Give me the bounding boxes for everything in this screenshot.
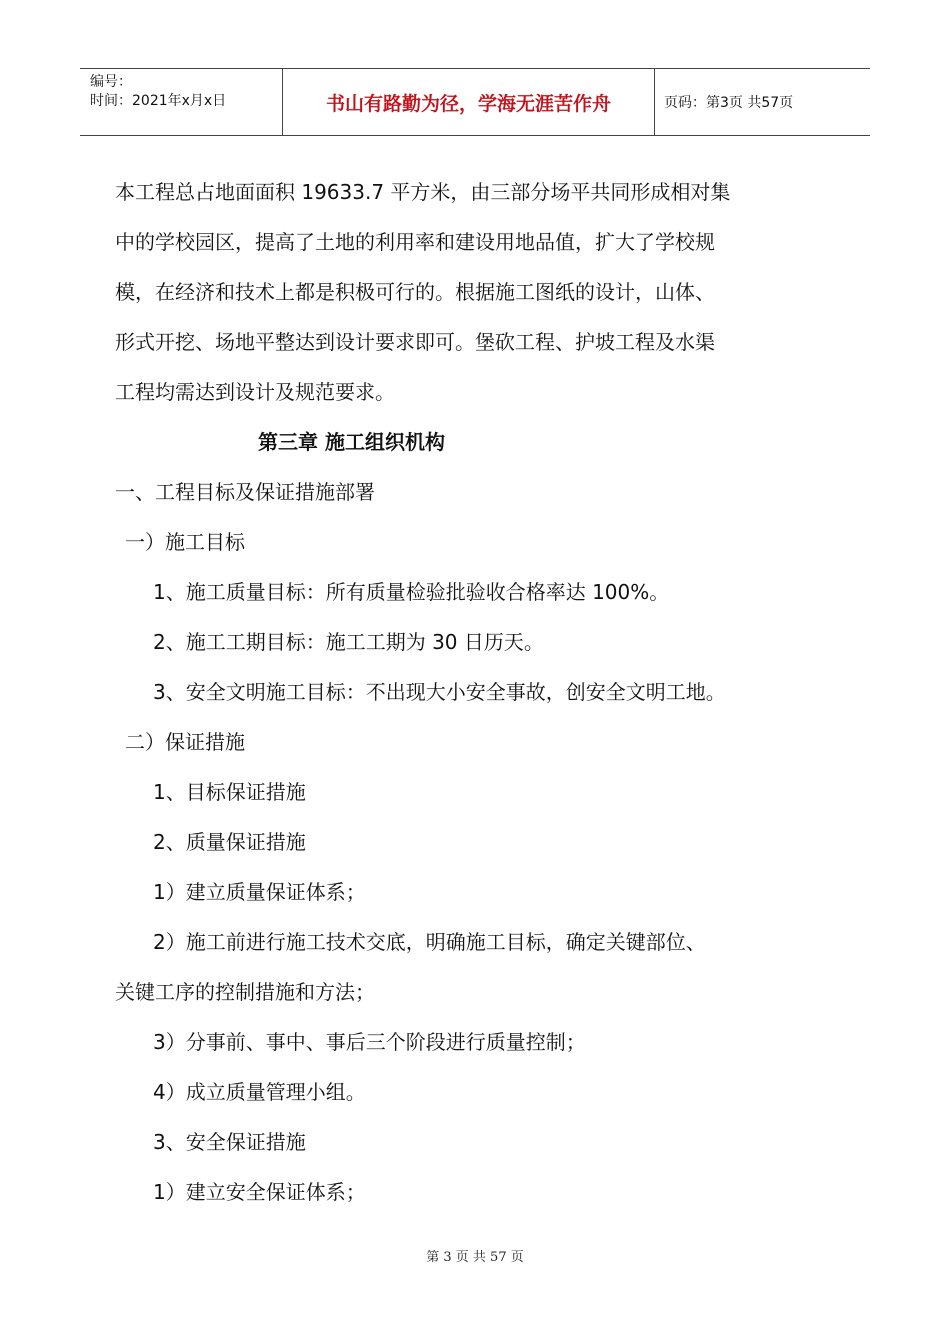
paragraph-line: 中的学校园区，提高了土地的利用率和建设用地品值，扩大了学校规 [115,230,715,254]
header-page-number: 页码：第3页 共57页 [664,95,794,111]
section-heading: 一、工程目标及保证措施部署 [115,480,375,504]
doc-time-label: 时间：2021年x月x日 [90,93,227,109]
list-item: 1、施工质量目标：所有质量检验批验收合格率达 100%。 [153,580,670,604]
doc-number-label: 编号： [90,74,132,90]
document-body [115,167,795,1217]
page-footer: 第 3 页 共 57 页 [426,1250,524,1265]
chapter-heading: 第三章 施工组织机构 [258,430,445,454]
list-item: 2、施工工期目标：施工工期为 30 日历天。 [153,630,544,654]
list-item: 3、安全保证措施 [153,1130,306,1154]
page-header [80,68,870,136]
paragraph-line: 形式开挖、场地平整达到设计要求即可。堡砍工程、护坡工程及水渠 [115,330,715,354]
list-item: 1）建立质量保证体系； [153,880,366,904]
list-item: 4）成立质量管理小组。 [153,1080,366,1104]
list-item: 3、安全文明施工目标：不出现大小安全事故，创安全文明工地。 [153,680,726,704]
subsection-heading: 一）施工目标 [125,530,245,554]
list-item: 3）分事前、事中、事后三个阶段进行质量控制； [153,1030,586,1054]
list-item: 1、目标保证措施 [153,780,306,804]
header-motto: 书山有路勤为径，学海无涯苦作舟 [282,69,655,135]
list-item: 2、质量保证措施 [153,830,306,854]
list-item-continuation: 关键工序的控制措施和方法； [115,980,375,1004]
list-item: 1）建立安全保证体系； [153,1180,366,1204]
list-item: 2）施工前进行施工技术交底，明确施工目标，确定关键部位、 [153,930,706,954]
paragraph-line: 模，在经济和技术上都是积极可行的。根据施工图纸的设计，山体、 [115,280,715,304]
subsection-heading: 二）保证措施 [125,730,245,754]
paragraph-line: 本工程总占地面面积 19633.7 平方米，由三部分场平共同形成相对集 [115,180,731,204]
header-meta [80,69,282,135]
paragraph-line: 工程均需达到设计及规范要求。 [115,380,395,404]
